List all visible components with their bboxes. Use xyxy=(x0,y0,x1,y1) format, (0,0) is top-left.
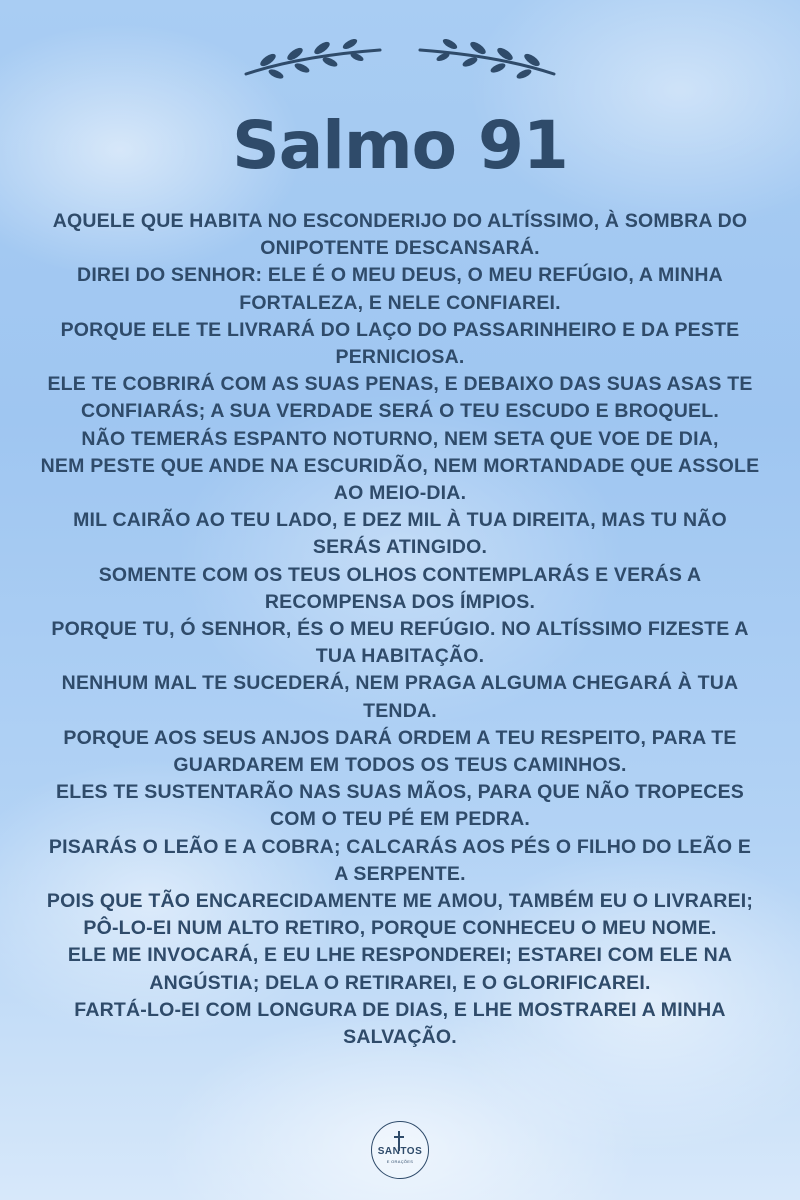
verse: PORQUE AOS SEUS ANJOS DARÁ ORDEM A TEU RESPEITO, PARA TE GUARDAREM EM TODOS OS TEUS CAMINHOS. xyxy=(63,726,737,777)
santos-logo xyxy=(371,1121,429,1179)
verse: PORQUE TU, Ó SENHOR, ÉS O MEU REFÚGIO. NO ALTÍSSIMO FIZESTE A TUA HABITAÇÃO. xyxy=(51,618,749,668)
verse: AQUELE QUE HABITA NO ESCONDERIJO DO ALTÍSSIMO, À SOMBRA DO ONIPOTENTE DESCANSARÁ. xyxy=(52,210,748,260)
verse: FARTÁ-LO-EI COM LONGURA DE DIAS, E LHE MOSTRAREI A MINHA SALVAÇÃO. xyxy=(74,998,726,1049)
verse: PISARÁS O LEÃO E A COBRA; CALCARÁS AOS PÉS O FILHO DO LEÃO E A SERPENTE. xyxy=(48,835,752,885)
verse: MIL CAIRÃO AO TEU LADO, E DEZ MIL À TUA DIREITA, MAS TU NÃO SERÁS ATINGIDO. xyxy=(73,509,727,559)
verse: ELE ME INVOCARÁ, E EU LHE RESPONDEREI; ESTAREI COM ELE NA ANGÚSTIA; DELA O RETIRAREI, E O GLORIFICAREI. xyxy=(67,944,733,994)
verse: NÃO TEMERÁS ESPANTO NOTURNO, NEM SETA QUE VOE DE DIA, xyxy=(81,427,719,450)
verse: SOMENTE COM OS TEUS OLHOS CONTEMPLARÁS E VERÁS A RECOMPENSA DOS ÍMPIOS. xyxy=(98,563,702,613)
page-title: Salmo 91 xyxy=(232,107,568,184)
verse: POIS QUE TÃO ENCARECIDAMENTE ME AMOU, TAMBÉM EU O LIVRAREI; PÔ-LO-EI NUM ALTO RETIRO, PORQUE CONHECEU O MEU NOME. xyxy=(46,890,754,940)
logo-word: SANTOS xyxy=(377,1146,423,1157)
verse: ELE TE COBRIRÁ COM AS SUAS PENAS, E DEBAIXO DAS SUAS ASAS TE CONFIARÁS; A SUA VERDADE SERÁ O TEU ESCUDO E BROQUEL. xyxy=(47,373,753,423)
verse: DIREI DO SENHOR: ELE É O MEU DEUS, O MEU REFÚGIO, A MINHA FORTALEZA, E NELE CONFIAREI. xyxy=(77,264,723,314)
psalm-text xyxy=(40,208,760,1051)
laurel-branches-icon xyxy=(240,38,560,82)
verse: NEM PESTE QUE ANDE NA ESCURIDÃO, NEM MORTANDADE QUE ASSOLE AO MEIO-DIA. xyxy=(40,454,760,505)
verse: NENHUM MAL TE SUCEDERÁ, NEM PRAGA ALGUMA CHEGARÁ À TUA TENDA. xyxy=(61,672,739,722)
cross-bar xyxy=(394,1136,404,1138)
verse: PORQUE ELE TE LIVRARÁ DO LAÇO DO PASSARINHEIRO E DA PESTE PERNICIOSA. xyxy=(60,318,740,369)
logo-subtitle: E ORAÇÕES xyxy=(386,1159,414,1164)
verse: ELES TE SUSTENTARÃO NAS SUAS MÃOS, PARA QUE NÃO TROPECES COM O TEU PÉ EM PEDRA. xyxy=(56,781,744,831)
